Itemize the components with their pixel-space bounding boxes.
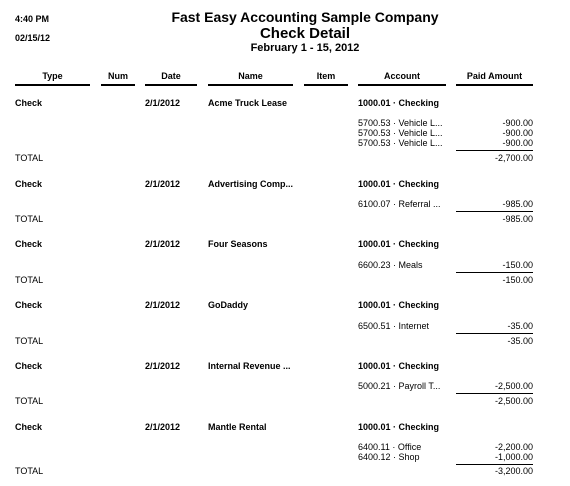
split-account: 6500.51 · Internet [358,321,430,331]
column-header-date: Date [161,71,181,81]
split-amount: -900.00 [502,128,533,138]
split-amount: -35.00 [507,321,533,331]
total-label: TOTAL [15,214,44,224]
total-rule [456,464,533,465]
report-date-range: February 1 - 15, 2012 [250,42,360,54]
check-type: Check [15,422,43,432]
column-header-type: Type [42,71,63,81]
total-amount: -3,200.00 [494,466,533,476]
report-date: 02/15/12 [15,33,51,43]
check-date: 2/1/2012 [145,361,181,371]
total-rule [456,150,533,151]
total-amount: -35.00 [507,336,533,346]
split-amount: -900.00 [502,138,533,148]
total-label: TOTAL [15,466,44,476]
total-amount: -2,500.00 [494,396,533,406]
total-label: TOTAL [15,153,44,163]
column-underline-type [15,84,90,86]
column-header-account: Account [384,71,420,81]
total-amount: -150.00 [502,275,533,285]
split-account: 6100.07 · Referral ... [358,199,441,209]
total-amount: -2,700.00 [494,153,533,163]
split-amount: -150.00 [502,260,533,270]
column-underline-item [304,84,348,86]
split-amount: -985.00 [502,199,533,209]
check-account: 1000.01 · Checking [358,300,440,310]
check-date: 2/1/2012 [145,422,181,432]
report-time: 4:40 PM [15,14,50,24]
check-payee: Acme Truck Lease [208,98,288,108]
total-rule [456,211,533,212]
total-rule [456,272,533,273]
total-rule [456,393,533,394]
check-payee: GoDaddy [208,300,249,310]
check-type: Check [15,239,43,249]
total-rule [456,333,533,334]
column-header-paid-amount: Paid Amount [466,71,523,81]
check-account: 1000.01 · Checking [358,239,440,249]
split-account: 5000.21 · Payroll T... [358,381,441,391]
column-underline-name [208,84,293,86]
column-underline-account [358,84,446,86]
check-account: 1000.01 · Checking [358,422,440,432]
check-type: Check [15,98,43,108]
column-header-name: Name [238,71,263,81]
split-amount: -2,200.00 [494,442,533,452]
company-name: Fast Easy Accounting Sample Company [171,9,439,25]
check-date: 2/1/2012 [145,239,181,249]
check-payee: Mantle Rental [208,422,267,432]
total-label: TOTAL [15,275,44,285]
check-type: Check [15,300,43,310]
column-underline-num [101,84,135,86]
check-payee: Advertising Comp... [208,179,294,189]
split-amount: -900.00 [502,118,533,128]
report-title: Check Detail [259,25,351,42]
split-account: 5700.53 · Vehicle L... [358,138,443,148]
check-payee: Four Seasons [208,239,268,249]
total-label: TOTAL [15,336,44,346]
check-account: 1000.01 · Checking [358,98,440,108]
column-underline-date [145,84,197,86]
split-amount: -1,000.00 [494,452,533,462]
split-amount: -2,500.00 [494,381,533,391]
split-account: 6600.23 · Meals [358,260,423,270]
total-label: TOTAL [15,396,44,406]
check-date: 2/1/2012 [145,98,181,108]
split-account: 5700.53 · Vehicle L... [358,118,443,128]
total-amount: -985.00 [502,214,533,224]
check-account: 1000.01 · Checking [358,361,440,371]
check-type: Check [15,361,43,371]
column-underline-paid-amount [456,84,533,86]
column-header-num: Num [108,71,128,81]
split-account: 6400.12 · Shop [358,452,420,462]
check-date: 2/1/2012 [145,179,181,189]
column-header-item: Item [316,71,336,81]
check-account: 1000.01 · Checking [358,179,440,189]
check-date: 2/1/2012 [145,300,181,310]
check-payee: Internal Revenue ... [208,361,291,371]
check-type: Check [15,179,43,189]
split-account: 5700.53 · Vehicle L... [358,128,443,138]
split-account: 6400.11 · Office [358,442,422,452]
